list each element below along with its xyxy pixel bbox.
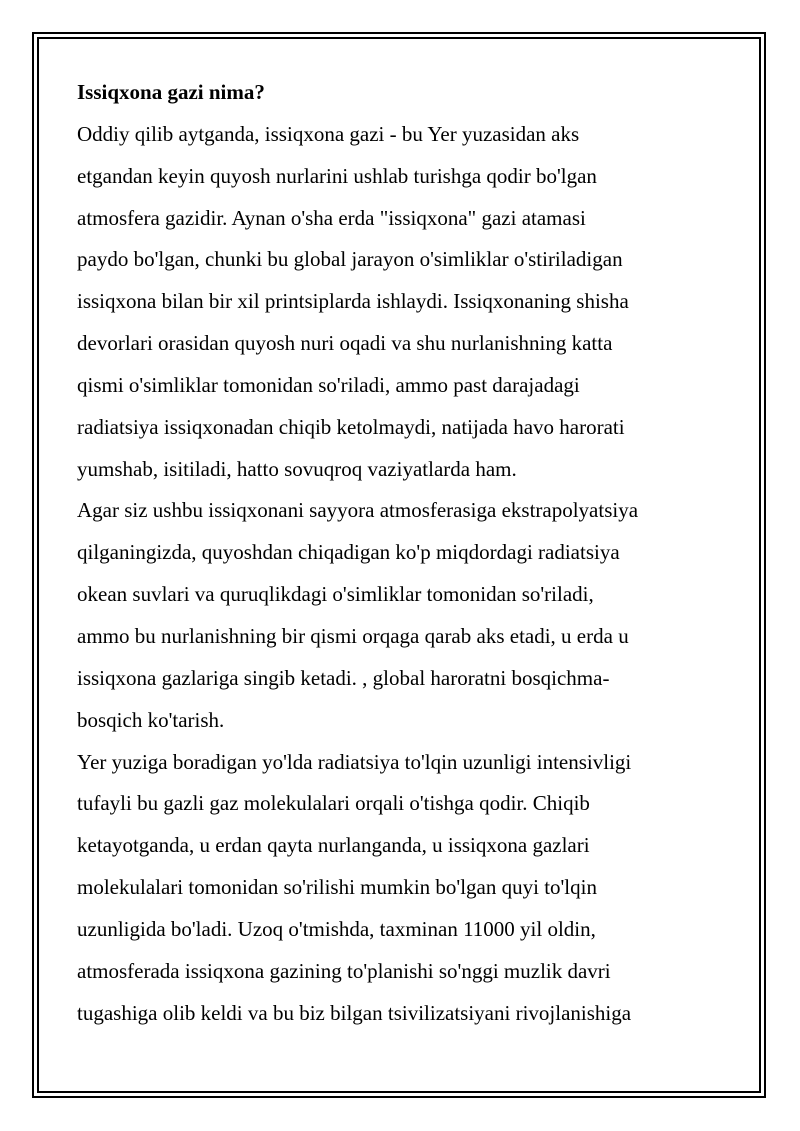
text-line: Agar siz ushbu issiqxonani sayyora atmosferasiga ekstrapolyatsiya bbox=[77, 498, 639, 523]
text-line: okean suvlari va quruqlikdagi o'simliklar tomonidan so'riladi, bbox=[77, 582, 594, 607]
document-body bbox=[77, 72, 737, 1034]
text-line: ammo bu nurlanishning bir qismi orqaga qarab aks etadi, u erda u bbox=[77, 623, 629, 648]
text-line: yumshab, isitiladi, hatto sovuqroq vaziyatlarda ham. bbox=[77, 456, 517, 481]
text-line: tugashiga olib keldi va bu biz bilgan tsivilizatsiyani rivojlanishiga bbox=[77, 1000, 632, 1025]
text-line: etgandan keyin quyosh nurlarini ushlab turishga qodir bo'lgan bbox=[77, 163, 597, 188]
text-line: atmosfera gazidir. Aynan o'sha erda "issiqxona" gazi atamasi bbox=[77, 205, 586, 230]
text-line: tufayli bu gazli gaz molekulalari orqali o'tishga qodir. Chiqib bbox=[77, 791, 590, 816]
text-line: issiqxona gazlariga singib ketadi. , global haroratni bosqichma- bbox=[77, 665, 610, 690]
text-line: bosqich ko'tarish. bbox=[77, 707, 225, 732]
text-line: qismi o'simliklar tomonidan so'riladi, ammo past darajadagi bbox=[77, 372, 580, 397]
text-line: Oddiy qilib aytganda, issiqxona gazi - bu Yer yuzasidan aks bbox=[77, 121, 580, 146]
text-line: devorlari orasidan quyosh nuri oqadi va shu nurlanishning katta bbox=[77, 331, 613, 356]
text-line: atmosferada issiqxona gazining to'planishi so'nggi muzlik davri bbox=[77, 958, 611, 983]
text-line: radiatsiya issiqxonadan chiqib ketolmaydi, natijada havo harorati bbox=[77, 414, 625, 439]
text-line: uzunligida bo'ladi. Uzoq o'tmishda, taxminan 11000 yil oldin, bbox=[77, 916, 596, 941]
document-heading: Issiqxona gazi nima? bbox=[77, 80, 265, 104]
text-line: ketayotganda, u erdan qayta nurlanganda, u issiqxona gazlari bbox=[77, 833, 590, 858]
text-line: issiqxona bilan bir xil printsiplarda ishlaydi. Issiqxonaning shisha bbox=[77, 289, 629, 314]
text-line: paydo bo'lgan, chunki bu global jarayon o'simliklar o'stiriladigan bbox=[77, 247, 623, 272]
text-line: qilganingizda, quyoshdan chiqadigan ko'p miqdordagi radiatsiya bbox=[77, 540, 620, 565]
text-line: molekulalari tomonidan so'rilishi mumkin bo'lgan quyi to'lqin bbox=[77, 875, 597, 900]
text-line: Yer yuziga boradigan yo'lda radiatsiya to'lqin uzunligi intensivligi bbox=[77, 749, 632, 774]
